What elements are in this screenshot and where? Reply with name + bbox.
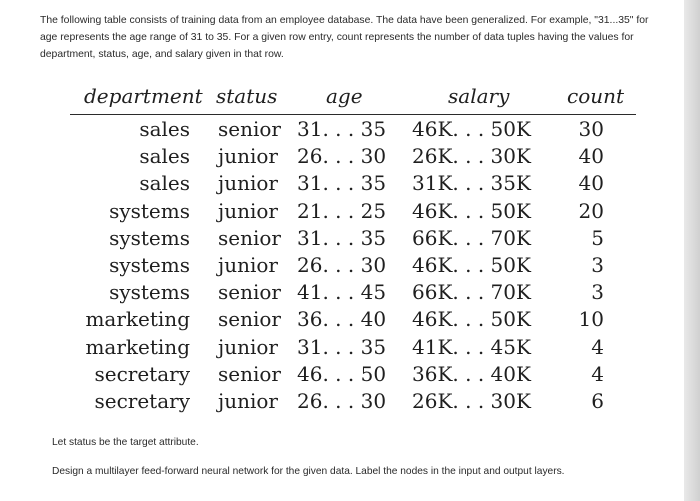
cell-count: 5: [591, 225, 604, 250]
cell-age: 36. . . 40: [297, 307, 387, 332]
cell-department: systems: [109, 198, 190, 223]
cell-salary: 46K. . . 50K: [412, 198, 531, 223]
cell-department: sales: [139, 144, 190, 169]
cell-status: junior: [218, 252, 278, 277]
cell-count: 20: [578, 198, 604, 223]
cell-count: 6: [591, 388, 604, 413]
cell-age: 46. . . 50: [297, 361, 387, 386]
cell-count: 10: [578, 307, 604, 332]
cell-department: secretary: [94, 388, 190, 413]
cell-count: 40: [578, 171, 604, 196]
table-row: [70, 199, 636, 226]
intro-paragraph: The following table consists of training data from an employee database. The data have been generalized. For example, "31...35" for age represents the age range of 31 to 35. For a given row entry, count represents the number of data tuples having the values for department, status, age, and salary given in that row.: [40, 15, 649, 60]
cell-salary: 46K. . . 50K: [412, 252, 531, 277]
table-row: [70, 117, 636, 144]
cell-age: 31. . . 35: [297, 171, 387, 196]
cell-salary: 31K. . . 35K: [412, 171, 531, 196]
table-row: [70, 253, 636, 280]
page-edge: [684, 0, 700, 501]
cell-age: 31. . . 35: [297, 117, 387, 141]
target-attribute-note: Let status be the target attribute.: [52, 437, 199, 448]
cell-status: junior: [218, 198, 278, 223]
cell-age: 26. . . 30: [297, 144, 387, 169]
cell-count: 4: [591, 334, 604, 359]
cell-count: 30: [578, 117, 604, 141]
cell-age: 26. . . 30: [297, 388, 387, 413]
cell-salary: 36K. . . 40K: [412, 361, 531, 386]
cell-age: 31. . . 35: [297, 334, 387, 359]
cell-department: systems: [109, 280, 190, 305]
cell-salary: 41K. . . 45K: [412, 334, 531, 359]
table-row: [70, 335, 636, 362]
cell-department: marketing: [85, 334, 190, 359]
table-header-row: [70, 82, 636, 115]
cell-department: secretary: [94, 361, 190, 386]
training-data-table: [70, 82, 636, 416]
cell-age: 41. . . 45: [297, 280, 387, 305]
cell-status: senior: [218, 361, 281, 386]
cell-salary: 26K. . . 30K: [412, 144, 531, 169]
task-instruction: Design a multilayer feed-forward neural network for the given data. Label the nodes in the input and output layers.: [52, 466, 565, 477]
cell-department: systems: [109, 252, 190, 277]
cell-department: sales: [139, 117, 190, 141]
table-row: [70, 171, 636, 198]
cell-status: senior: [218, 225, 281, 250]
cell-department: marketing: [85, 307, 190, 332]
cell-status: senior: [218, 307, 281, 332]
cell-status: senior: [218, 280, 281, 305]
header-count: count: [567, 84, 625, 108]
header-status: status: [216, 84, 278, 108]
table-row: [70, 389, 636, 416]
cell-status: junior: [218, 171, 278, 196]
table-row: [70, 144, 636, 171]
header-age: age: [326, 84, 363, 108]
cell-count: 3: [591, 280, 604, 305]
cell-count: 40: [578, 144, 604, 169]
cell-age: 26. . . 30: [297, 252, 387, 277]
table-row: [70, 307, 636, 334]
cell-count: 4: [591, 361, 604, 386]
header-department: department: [84, 84, 203, 108]
cell-age: 31. . . 35: [297, 225, 387, 250]
table-body: [70, 117, 636, 416]
cell-status: junior: [218, 334, 278, 359]
cell-department: sales: [139, 171, 190, 196]
table-row: [70, 280, 636, 307]
cell-salary: 46K. . . 50K: [412, 117, 531, 141]
cell-salary: 66K. . . 70K: [412, 280, 531, 305]
cell-count: 3: [591, 252, 604, 277]
cell-salary: 46K. . . 50K: [412, 307, 531, 332]
header-salary: salary: [448, 84, 510, 108]
cell-department: systems: [109, 225, 190, 250]
table-row: [70, 362, 636, 389]
cell-status: junior: [218, 144, 278, 169]
cell-status: senior: [218, 117, 281, 141]
cell-age: 21. . . 25: [297, 198, 387, 223]
cell-salary: 26K. . . 30K: [412, 388, 531, 413]
cell-status: junior: [218, 388, 278, 413]
cell-salary: 66K. . . 70K: [412, 225, 531, 250]
table-row: [70, 226, 636, 253]
